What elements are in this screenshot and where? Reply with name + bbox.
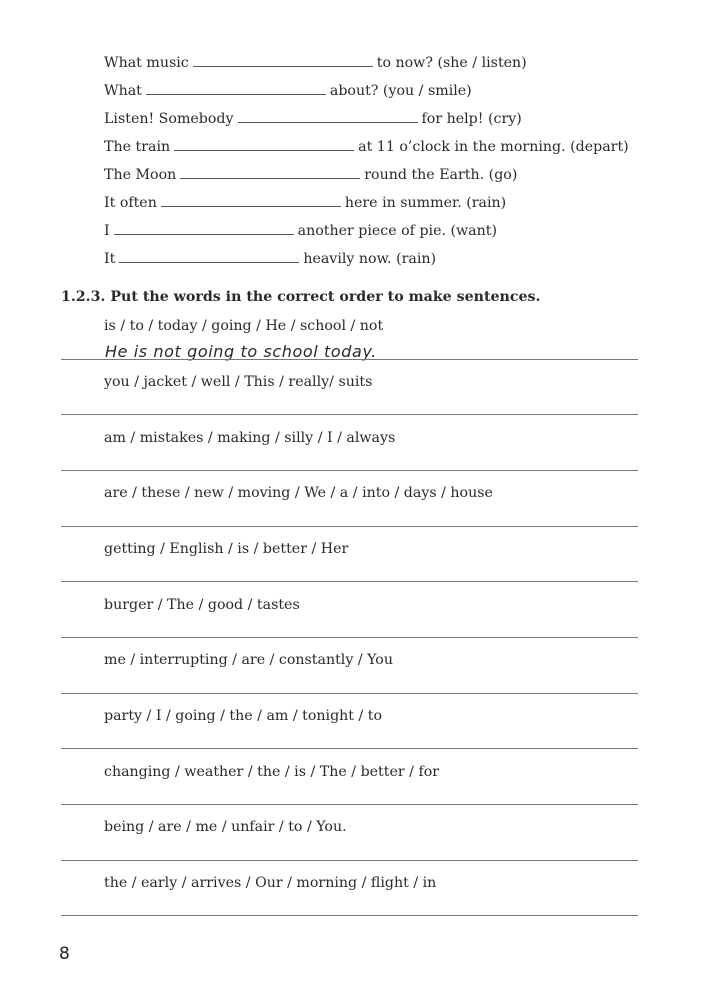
- answer-blank[interactable]: [180, 164, 360, 179]
- answer-line[interactable]: [61, 804, 638, 805]
- item-text-before: I: [104, 223, 110, 239]
- scrambled-words: me / interrupting / are / constantly / You: [104, 652, 393, 668]
- answer-line[interactable]: [61, 414, 638, 415]
- item-text-before: What: [104, 83, 142, 99]
- item-text-after: for help! (cry): [421, 111, 522, 127]
- scrambled-words: are / these / new / moving / We / a / into / days / house: [104, 485, 493, 501]
- scrambled-words: being / are / me / unfair / to / You.: [104, 819, 347, 835]
- answer-line[interactable]: [61, 915, 638, 916]
- item-text-before: It: [104, 251, 116, 267]
- answer-blank[interactable]: [174, 136, 354, 151]
- item-text-before: Listen! Somebody: [104, 111, 234, 127]
- page-number: 8: [59, 944, 70, 964]
- answer-line[interactable]: [61, 581, 638, 582]
- answer-line[interactable]: [61, 748, 638, 749]
- exercise-title: 1.2.3. Put the words in the correct order to make sentences.: [61, 289, 541, 305]
- scrambled-words: am / mistakes / making / silly / I / always: [104, 430, 396, 446]
- answer-blank[interactable]: [119, 248, 299, 263]
- answer-line[interactable]: [61, 470, 638, 471]
- answer-blank[interactable]: [146, 80, 326, 95]
- answer-line[interactable]: [61, 637, 638, 638]
- answer-line[interactable]: [61, 359, 638, 360]
- item-text-after: at 11 o’clock in the morning. (depart): [358, 139, 629, 155]
- item-text-before: What music: [104, 55, 189, 71]
- scrambled-words: changing / weather / the / is / The / better / for: [104, 764, 440, 780]
- scrambled-words: getting / English / is / better / Her: [104, 541, 349, 557]
- answer-blank[interactable]: [161, 192, 341, 207]
- handwritten-answer: He is not going to school today.: [105, 342, 377, 361]
- answer-blank[interactable]: [193, 52, 373, 67]
- item-text-after: another piece of pie. (want): [297, 223, 497, 239]
- item-text-after: to now? (she / listen): [376, 55, 527, 71]
- scrambled-words: party / I / going / the / am / tonight / to: [104, 708, 383, 724]
- answer-blank[interactable]: [238, 108, 418, 123]
- scrambled-words: burger / The / good / tastes: [104, 597, 300, 613]
- item-text-after: about? (you / smile): [329, 83, 472, 99]
- answer-line[interactable]: [61, 860, 638, 861]
- scrambled-words: the / early / arrives / Our / morning / flight / in: [104, 875, 437, 891]
- item-text-before: It often: [104, 195, 157, 211]
- item-text-after: heavily now. (rain): [303, 251, 437, 267]
- item-text-before: The Moon: [104, 167, 177, 183]
- scrambled-words: you / jacket / well / This / really/ suits: [104, 374, 373, 390]
- item-text-before: The train: [104, 139, 171, 155]
- answer-blank[interactable]: [114, 220, 294, 235]
- item-text-after: here in summer. (rain): [344, 195, 507, 211]
- answer-line[interactable]: [61, 693, 638, 694]
- answer-line[interactable]: [61, 526, 638, 527]
- scrambled-words: is / to / today / going / He / school / not: [104, 318, 384, 334]
- item-text-after: round the Earth. (go): [364, 167, 518, 183]
